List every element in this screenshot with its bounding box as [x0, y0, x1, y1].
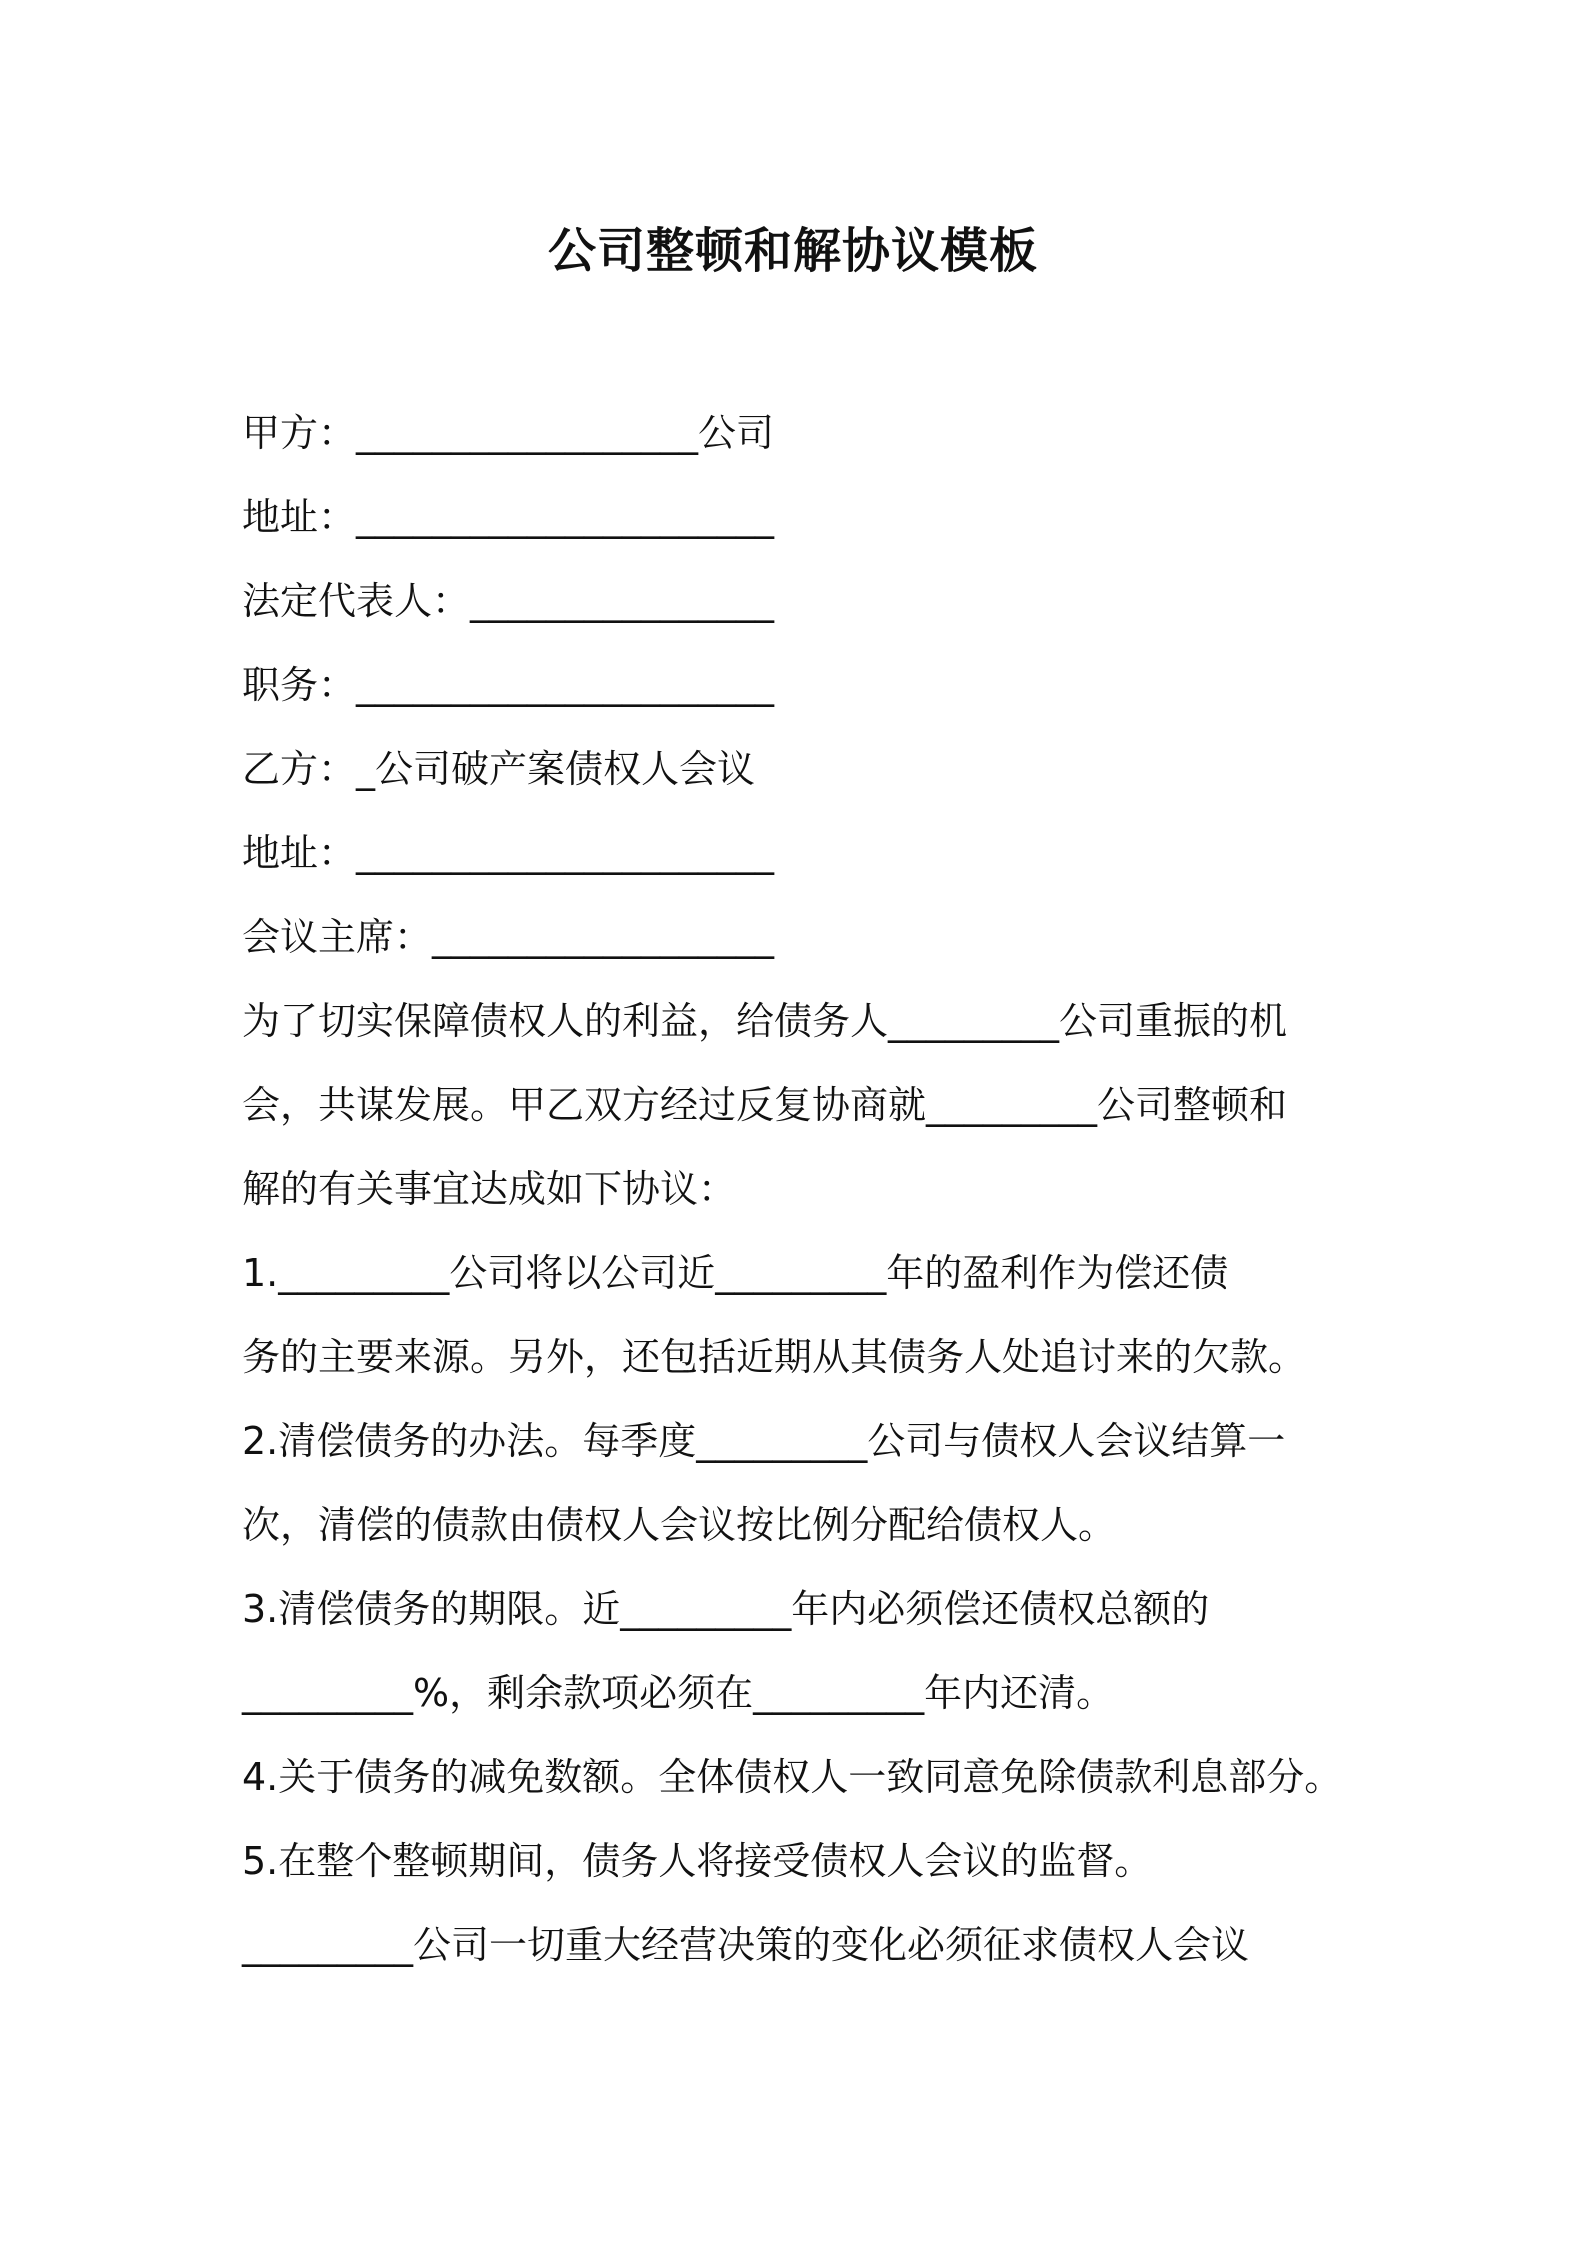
party-a-address-line: 地址：______________________: [242, 495, 775, 539]
position-line: 职务：______________________: [242, 663, 775, 707]
clause-line: 2.清偿债务的办法。每季度_________公司与债权人会议结算一: [242, 1419, 1286, 1463]
clause-line: 务的主要来源。另外，还包括近期从其债务人处追讨来的欠款。: [242, 1335, 1307, 1379]
clause-line: _________公司一切重大经营决策的变化必须征求债权人会议: [242, 1923, 1250, 1967]
clause-line: 3.清偿债务的期限。近_________年内必须偿还债权总额的: [242, 1587, 1210, 1631]
clause-line: 次，清偿的债款由债权人会议按比例分配给债权人。: [242, 1503, 1117, 1547]
preamble-line: 为了切实保障债权人的利益，给债务人_________公司重振的机: [242, 999, 1288, 1043]
clause-line: 1._________公司将以公司近_________年的盈利作为偿还债: [242, 1251, 1229, 1295]
clause-line: _________%，剩余款项必须在_________年内还清。: [242, 1671, 1115, 1715]
preamble-line: 解的有关事宜达成如下协议：: [242, 1167, 737, 1211]
party-a-line: 甲方：__________________公司: [242, 411, 775, 455]
party-b-address-line: 地址：______________________: [242, 831, 775, 875]
party-b-line: 乙方：_公司破产案债权人会议: [242, 747, 756, 791]
preamble-line: 会，共谋发展。甲乙双方经过反复协商就_________公司整顿和: [242, 1083, 1288, 1127]
document-title: 公司整顿和解协议模板: [547, 223, 1038, 279]
meeting-chair-line: 会议主席：__________________: [242, 915, 775, 959]
legal-representative-line: 法定代表人：________________: [242, 579, 775, 623]
clause-line: 5.在整个整顿期间，债务人将接受债权人会议的监督。: [242, 1839, 1153, 1883]
clause-line: 4.关于债务的减免数额。全体债权人一致同意免除债款利息部分。: [242, 1755, 1343, 1799]
